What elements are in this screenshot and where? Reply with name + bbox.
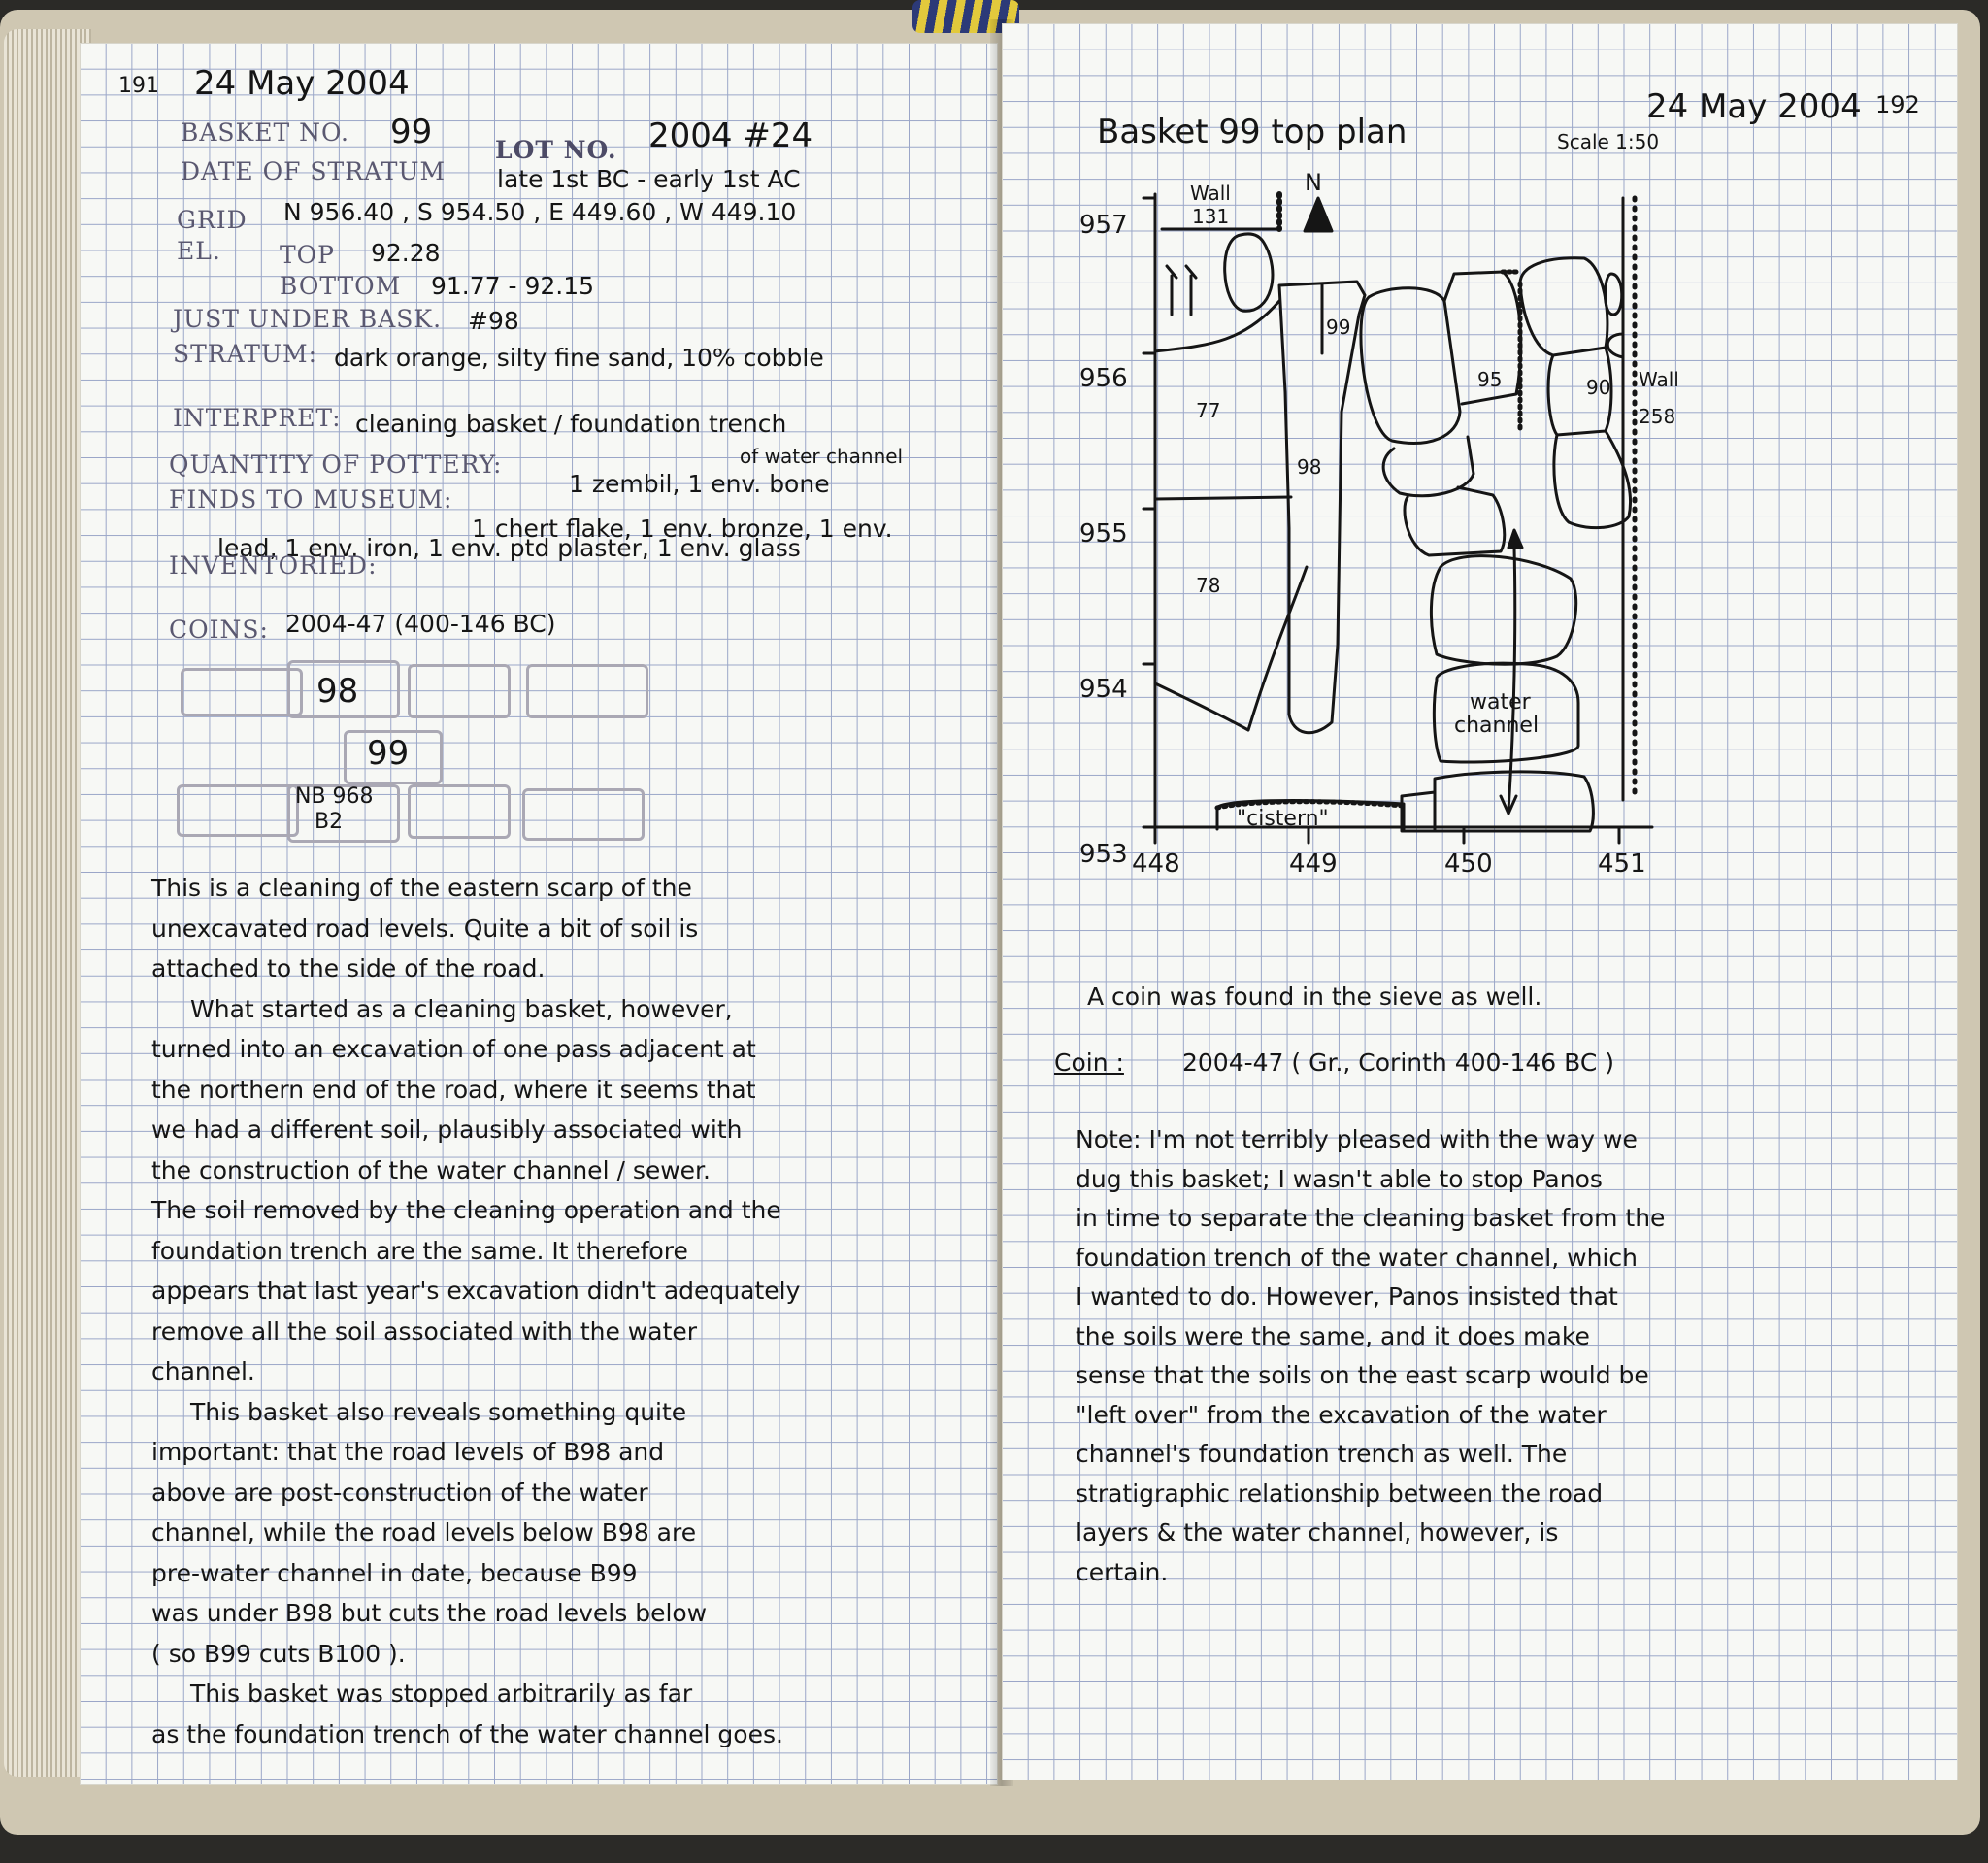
stratum-label: STRATUM:: [173, 340, 318, 368]
label-b98: 98: [1297, 455, 1322, 479]
label-b95: 95: [1477, 368, 1503, 391]
label-water-channel-2: channel: [1454, 714, 1540, 738]
note-line: pre-water channel in date, because B99: [151, 1558, 638, 1587]
coin-value: 2004-47 ( Gr., Corinth 400-146 BC ): [1182, 1048, 1614, 1077]
stamp-b2: B2: [315, 810, 344, 834]
top-value: 92.28: [371, 239, 441, 267]
note-line: remove all the soil associated with the water: [151, 1316, 698, 1346]
note-line: certain.: [1076, 1557, 1169, 1586]
north-label: N: [1305, 169, 1322, 196]
stamp-box: [522, 788, 645, 841]
lot-value: 2004 #24: [648, 116, 813, 155]
just-under-label: JUST UNDER BASK.: [173, 305, 443, 333]
note-line: we had a different soil, plausibly associated with: [151, 1115, 743, 1144]
stamp-box: [408, 784, 511, 839]
y-tick-955: 955: [1079, 519, 1128, 549]
label-wall-131: Wall: [1190, 182, 1231, 205]
note-line: was under B98 but cuts the road levels below: [151, 1599, 708, 1627]
note-line: above are post-construction of the water: [151, 1478, 648, 1507]
note-line: What started as a cleaning basket, however,: [190, 994, 733, 1023]
date-stratum-value: late 1st BC - early 1st AC: [497, 165, 801, 193]
x-tick-450: 450: [1444, 849, 1493, 879]
top-label: TOP: [280, 241, 335, 269]
coins-label: COINS:: [169, 615, 269, 644]
field-notes: [151, 868, 800, 1754]
label-cistern: "cistern": [1237, 807, 1329, 831]
x-tick-449: 449: [1289, 849, 1338, 879]
note-line: stratigraphic relationship between the road: [1076, 1479, 1604, 1508]
y-tick-957: 957: [1079, 211, 1128, 240]
note-line: dug this basket; I wasn't able to stop Panos: [1076, 1164, 1603, 1193]
y-tick-954: 954: [1079, 675, 1128, 704]
x-tick-451: 451: [1598, 849, 1646, 879]
stamp-box: [181, 668, 303, 716]
note-line: This basket was stopped arbitrarily as far: [190, 1680, 693, 1708]
page-number: 191: [118, 74, 159, 98]
date-stratum-label: DATE OF STRATUM: [181, 157, 447, 185]
interpret-value: cleaning basket / foundation trench: [355, 410, 787, 438]
note-line: foundation trench of the water channel, which: [1076, 1243, 1638, 1272]
stratum-value: dark orange, silty fine sand, 10% cobble: [334, 344, 824, 372]
note-line: I wanted to do. However, Panos insisted that: [1076, 1282, 1618, 1311]
page-date: 24 May 2004: [1646, 87, 1862, 126]
coin-label: Coin :: [1054, 1048, 1124, 1077]
coins-value: 2004-47 (400-146 BC): [285, 610, 556, 638]
label-b90: 90: [1586, 376, 1611, 399]
stamp-box: [177, 784, 299, 837]
grid-label: GRID: [177, 206, 248, 234]
just-under-value: #98: [468, 307, 519, 335]
el-label: EL.: [177, 237, 221, 265]
note-line: unexcavated road levels. Quite a bit of soil is: [151, 914, 699, 943]
stamp-98: 98: [316, 672, 359, 711]
note-block: [1076, 1120, 1665, 1592]
y-tick-953: 953: [1079, 840, 1128, 869]
note-line: This basket also reveals something quite: [190, 1397, 687, 1426]
bottom-label: BOTTOM: [280, 272, 402, 300]
note-line: foundation trench are the same. It therefore: [151, 1236, 688, 1265]
coin-note: A coin was found in the sieve as well.: [1087, 982, 1542, 1011]
note-line: "left over" from the excavation of the water: [1076, 1400, 1607, 1429]
interpret-label: INTERPRET:: [173, 404, 342, 432]
note-line: The soil removed by the cleaning operation and the: [151, 1196, 781, 1224]
note-line: the construction of the water channel / sewer.: [151, 1155, 711, 1184]
north-arrow: [1305, 198, 1332, 231]
note-line: the northern end of the road, where it seems that: [151, 1075, 756, 1104]
note-line: important: that the road levels of B98 and: [151, 1438, 665, 1466]
interpret-value-2: of water channel: [740, 445, 904, 468]
lot-label: LOT NO.: [495, 136, 617, 164]
note-line: channel, while the road levels below B98 are: [151, 1518, 697, 1547]
page-number: 192: [1875, 91, 1920, 118]
bottom-value: 91.77 - 92.15: [431, 272, 595, 300]
x-tick-448: 448: [1132, 849, 1180, 879]
label-wall-131-num: 131: [1192, 205, 1230, 228]
basket-value: 99: [390, 113, 433, 151]
inventoried-label: INVENTORIED:: [169, 551, 378, 580]
stamp-99: 99: [367, 734, 410, 773]
note-line: sense that the soils on the east scarp would be: [1076, 1361, 1649, 1389]
note-line: ( so B99 cuts B100 ).: [151, 1639, 406, 1668]
label-wall-258: Wall: [1639, 368, 1679, 391]
label-b78: 78: [1196, 574, 1221, 597]
plan-scale: Scale 1:50: [1557, 130, 1660, 153]
plan-title: Basket 99 top plan: [1097, 113, 1408, 151]
right-page: [1002, 23, 1958, 1780]
pottery-value: 1 zembil, 1 env. bone: [569, 470, 830, 498]
stamp-nb: NB 968: [295, 784, 374, 809]
note-line: Note: I'm not terribly pleased with the way we: [1076, 1125, 1638, 1153]
label-b77: 77: [1196, 399, 1221, 422]
note-line: appears that last year's excavation didn't adequately: [151, 1277, 801, 1305]
note-line: This is a cleaning of the eastern scarp of the: [151, 874, 692, 902]
finds-value: 1 chert flake, 1 env. bronze, 1 env.: [472, 515, 893, 543]
left-page: [80, 43, 998, 1785]
note-line: layers & the water channel, however, is: [1076, 1518, 1559, 1547]
y-tick-956: 956: [1079, 364, 1128, 393]
note-line: as the foundation trench of the water channel goes.: [151, 1719, 783, 1748]
basket-label: BASKET NO.: [181, 118, 349, 147]
label-wall-258-num: 258: [1639, 405, 1676, 428]
page-date: 24 May 2004: [194, 64, 410, 103]
note-line: channel.: [151, 1357, 255, 1385]
label-b99: 99: [1326, 316, 1351, 339]
top-plan-drawing: [1002, 23, 1958, 897]
note-line: in time to separate the cleaning basket from the: [1076, 1204, 1666, 1232]
label-water-channel-1: water: [1470, 690, 1531, 715]
note-line: attached to the side of the road.: [151, 954, 546, 982]
finds-value-2: lead, 1 env. iron, 1 env. ptd plaster, 1 env. glass: [217, 534, 801, 562]
stamp-box: [408, 664, 511, 718]
note-line: turned into an excavation of one pass adjacent at: [151, 1035, 756, 1063]
grid-value: N 956.40 , S 954.50 , E 449.60 , W 449.10: [283, 198, 797, 226]
page-edges: [4, 29, 91, 1777]
pottery-label: QUANTITY OF POTTERY:: [169, 450, 503, 479]
finds-label: FINDS TO MUSEUM:: [169, 485, 453, 514]
stamp-box: [526, 664, 648, 718]
note-line: the soils were the same, and it does make: [1076, 1321, 1590, 1350]
note-line: channel's foundation trench as well. The: [1076, 1440, 1568, 1468]
